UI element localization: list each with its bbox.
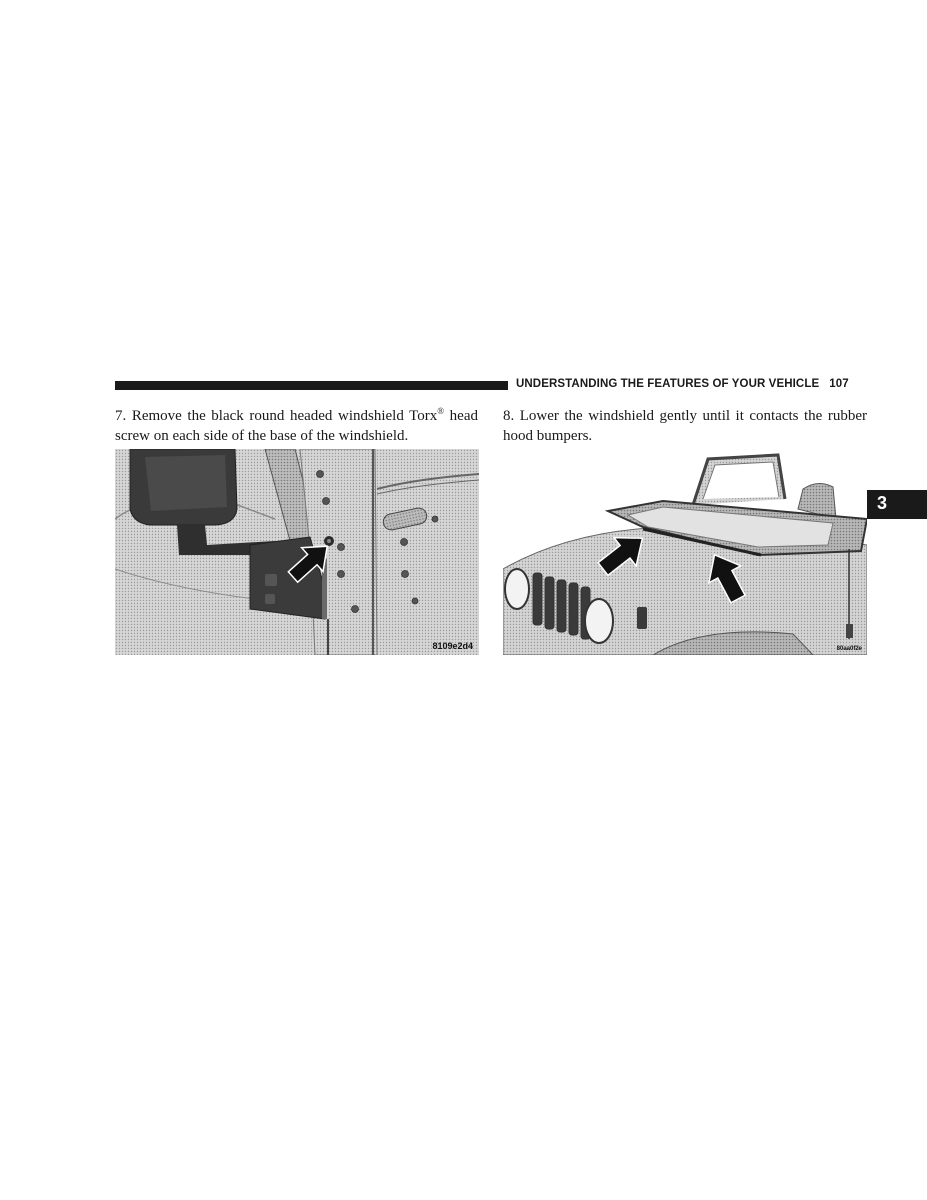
running-header bbox=[516, 378, 849, 390]
step-7-text bbox=[115, 406, 478, 446]
section-title: UNDERSTANDING THE FEATURES OF YOUR VEHICLE bbox=[516, 378, 820, 390]
step-7-text-cont: head screw on each side of the base of the windshield. bbox=[115, 408, 478, 444]
chapter-tab bbox=[867, 490, 927, 519]
chapter-number: 3 bbox=[877, 493, 888, 513]
figure-windshield-lowered bbox=[503, 449, 867, 655]
registered-mark: ® bbox=[437, 406, 445, 416]
windshield-hinge-screw-illustration-icon bbox=[115, 449, 479, 655]
figure-code-right: 80aa0f2e bbox=[836, 646, 862, 652]
figure-windshield-screw bbox=[115, 449, 479, 655]
windshield-lowered-onto-hood-illustration-icon bbox=[503, 449, 867, 655]
step-7-text-main: 7. Remove the black round headed windshield Torx bbox=[115, 408, 438, 424]
step-8-text: 8. Lower the windshield gently until it contacts the rubber hood bumpers. bbox=[503, 408, 867, 444]
page-number: 107 bbox=[829, 378, 849, 390]
header-rule bbox=[115, 381, 508, 390]
figure-code-left: 8109e2d4 bbox=[432, 641, 473, 651]
